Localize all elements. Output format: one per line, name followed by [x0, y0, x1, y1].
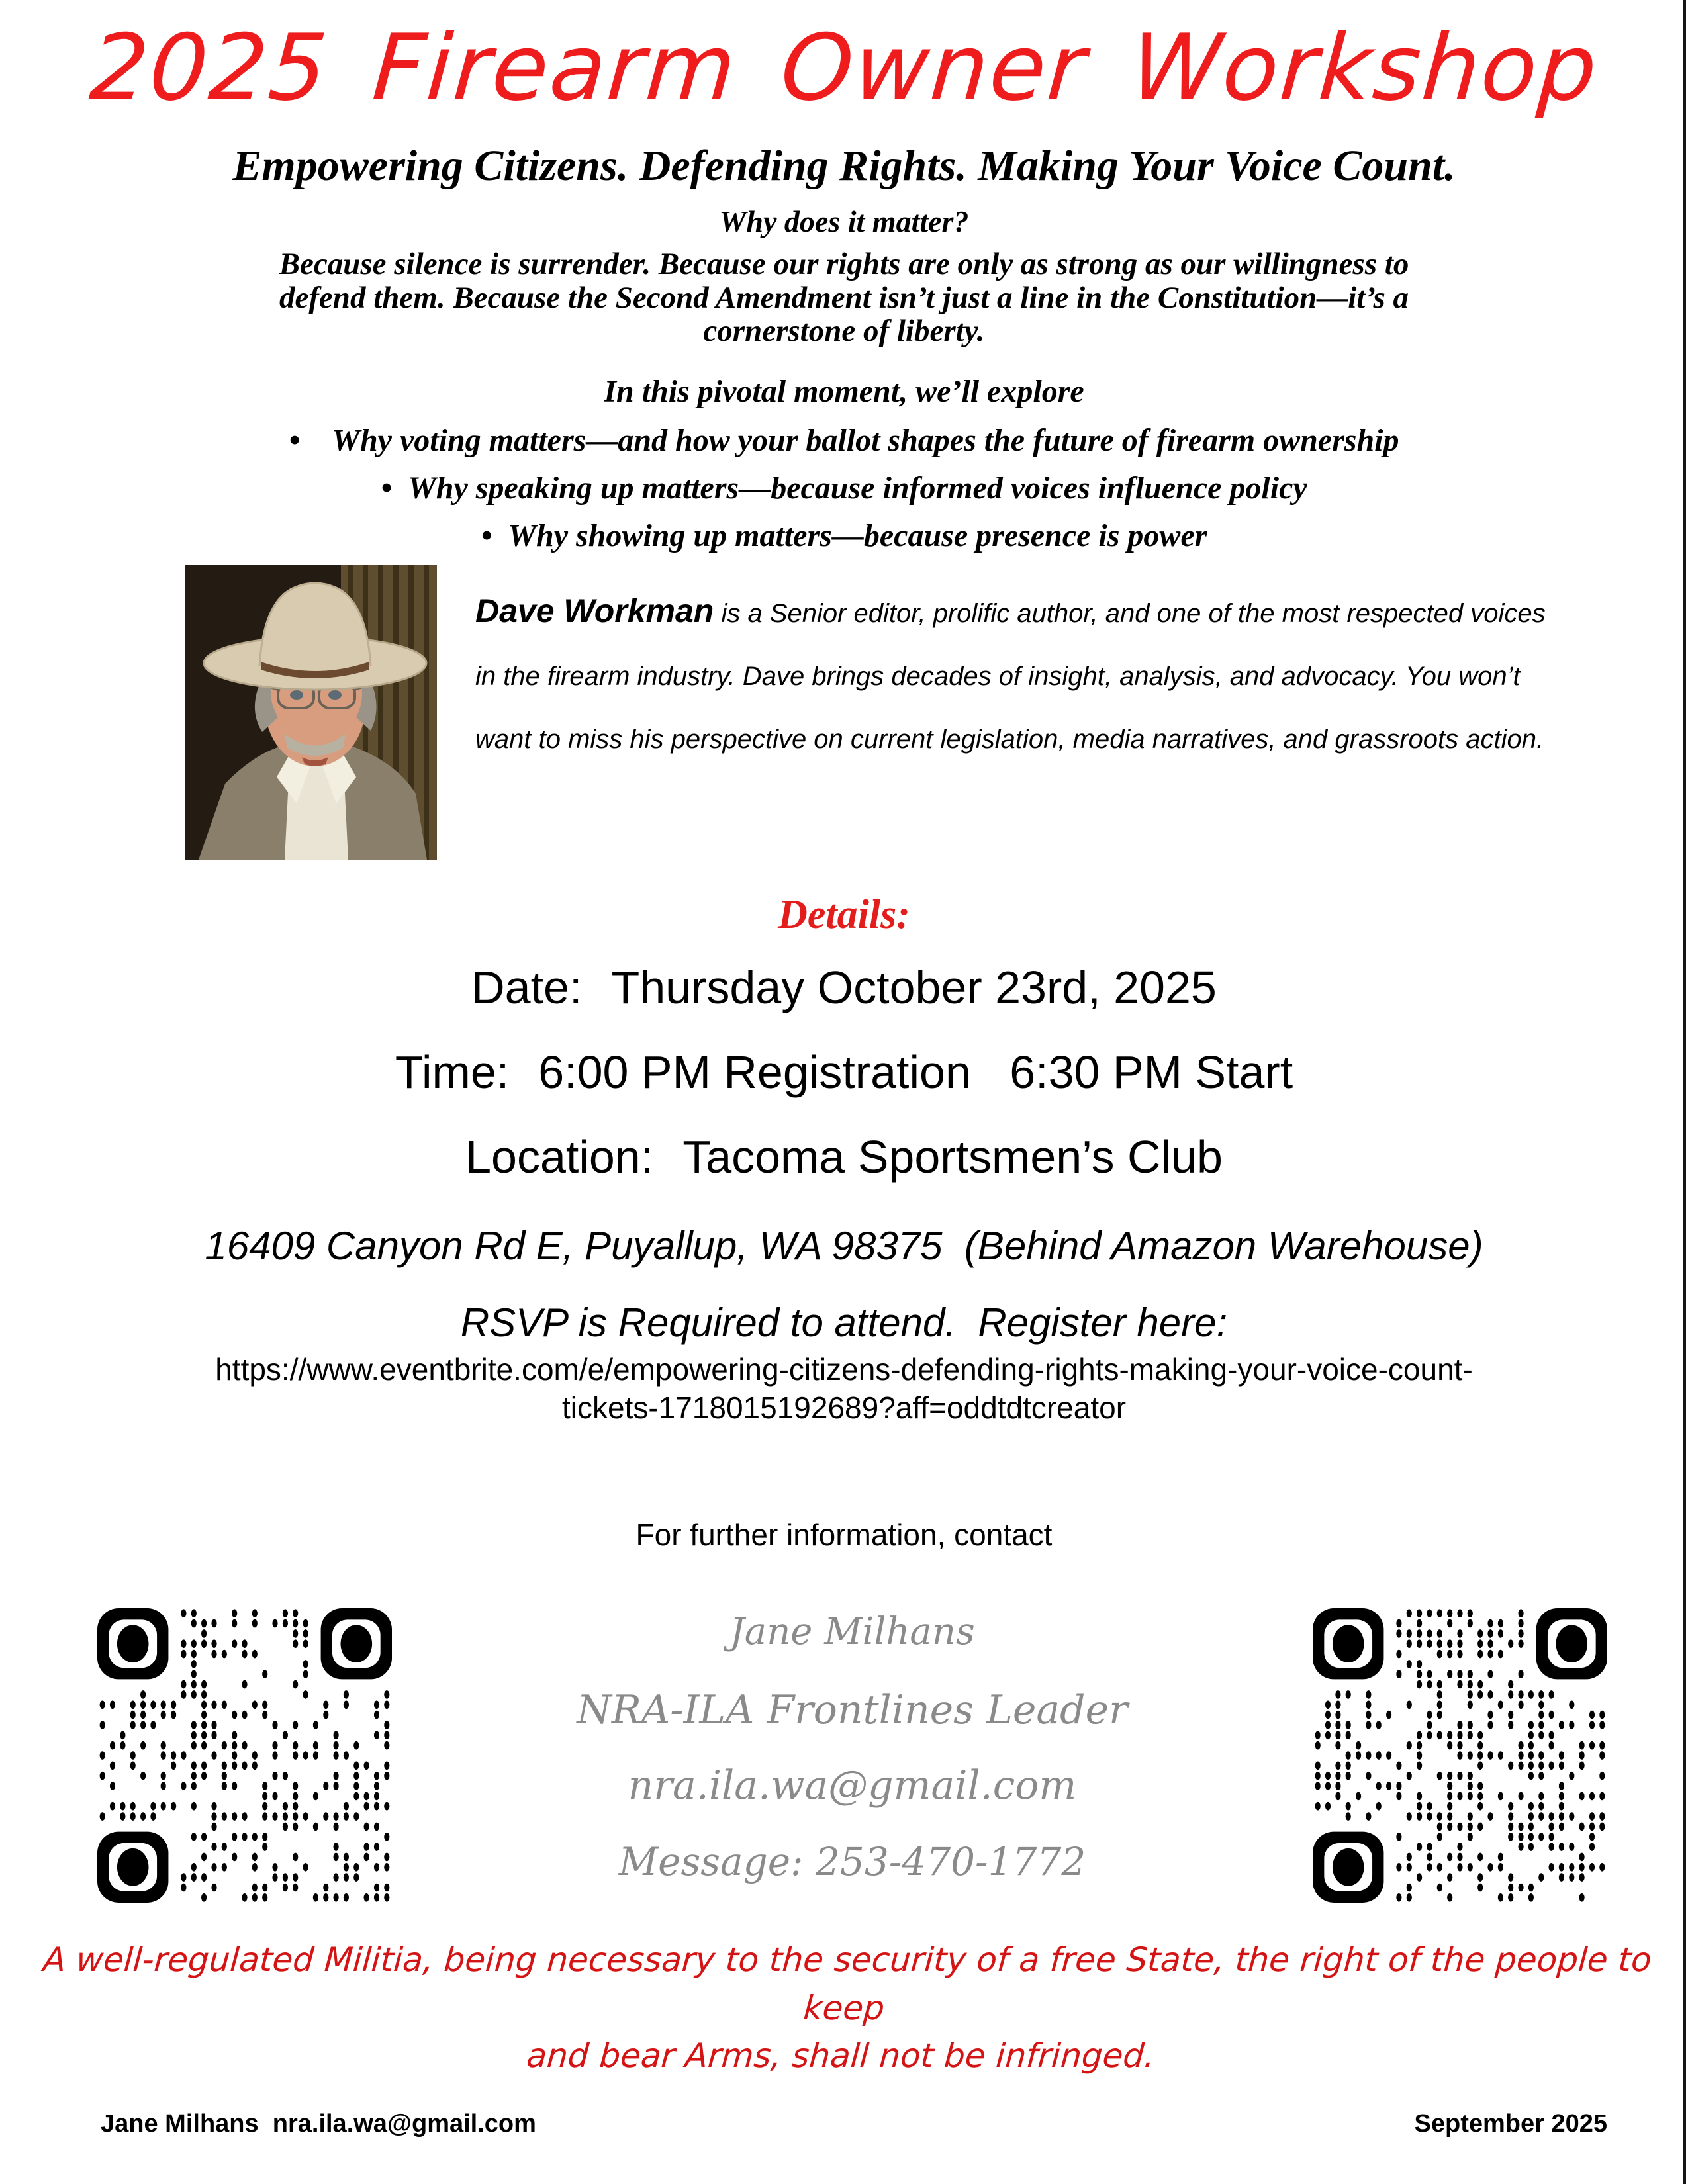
- detail-date-label: Date:: [471, 962, 583, 1014]
- footer-date: September 2025: [1414, 2110, 1607, 2138]
- register-url[interactable]: https://www.eventbrite.com/e/empowering-citizens-defending-rights-making-your-voice-count- tickets-1718015192689?aff=oddtdtcreator: [215, 1352, 1473, 1425]
- contact-row: [0, 1608, 1688, 1903]
- explore-intro: In this pivotal moment, we’ll explore: [604, 374, 1084, 410]
- detail-date-value: Thursday October 23rd, 2025: [611, 962, 1217, 1014]
- speaker-bio-text: is a Senior editor, prolific author, and one of the most respected voices in the firearm industry. Dave brings decades of insight, analysis, and advocacy. You won’t want to miss his perspective on current legislation, media narratives, and grassroots action.: [475, 599, 1546, 754]
- contact-email: nra.ila.wa@gmail.com: [628, 1762, 1077, 1809]
- page-title: 2025 Firearm Owner Workshop: [86, 15, 1602, 121]
- headline: Empowering Citizens. Defending Rights. Making Your Voice Count.: [232, 141, 1456, 190]
- why-paragraph: [0, 248, 1688, 348]
- detail-time-value: 6:00 PM Registration 6:30 PM Start: [538, 1046, 1293, 1099]
- contact-message-number: Message: 253-470-1772: [618, 1839, 1086, 1885]
- why-line: cornerstone of liberty.: [703, 314, 985, 349]
- page-edge-line: [1683, 0, 1686, 2184]
- venue-address: 16409 Canyon Rd E, Puyallup, WA 98375 (Behind Amazon Warehouse): [205, 1224, 1483, 1269]
- bullet-item: • Why showing up matters—because presence is power: [0, 520, 1688, 552]
- detail-time-row: [0, 1046, 1688, 1099]
- detail-date-row: [0, 962, 1688, 1014]
- contact-name: Jane Milhans: [729, 1610, 975, 1654]
- second-amendment-quote: [0, 1936, 1688, 2080]
- qr-code-right: [1313, 1608, 1607, 1903]
- why-line: Because silence is surrender. Because our rights are only as strong as our willingness to: [279, 246, 1409, 281]
- contact-intro: For further information, contact: [635, 1518, 1053, 1553]
- detail-location-row: [0, 1131, 1688, 1183]
- detail-time-label: Time:: [395, 1046, 510, 1099]
- detail-location-label: Location:: [465, 1131, 654, 1183]
- bullet-item: • Why voting matters—and how your ballot shapes the future of firearm ownership: [0, 425, 1688, 457]
- speaker-section: [0, 565, 1688, 860]
- detail-location-value: Tacoma Sportsmen’s Club: [682, 1131, 1223, 1183]
- speaker-bio: [475, 565, 1548, 771]
- footer-contact: Jane Milhans nra.ila.wa@gmail.com: [101, 2110, 536, 2138]
- speaker-photo: [185, 565, 437, 860]
- details-heading: Details:: [778, 892, 910, 938]
- quote-line: and bear Arms, shall not be infringed.: [525, 2036, 1156, 2075]
- why-line: defend them. Because the Second Amendment isn’t just a line in the Constitution—it’s a: [279, 280, 1409, 315]
- explore-bullet-list: [0, 425, 1688, 552]
- contact-block: [392, 1608, 1313, 1885]
- rsvp-line: RSVP is Required to attend. Register here:: [460, 1300, 1228, 1345]
- bullet-item: • Why speaking up matters—because informed voices influence policy: [0, 473, 1688, 504]
- subheading: Why does it matter?: [719, 204, 969, 238]
- contact-role: NRA-ILA Frontlines Leader: [577, 1687, 1128, 1734]
- speaker-name: Dave Workman: [475, 592, 714, 630]
- quote-line: A well-regulated Militia, being necessary to the security of a free State, the right of the people to keep: [42, 1940, 1653, 2027]
- qr-code-left: [97, 1608, 392, 1903]
